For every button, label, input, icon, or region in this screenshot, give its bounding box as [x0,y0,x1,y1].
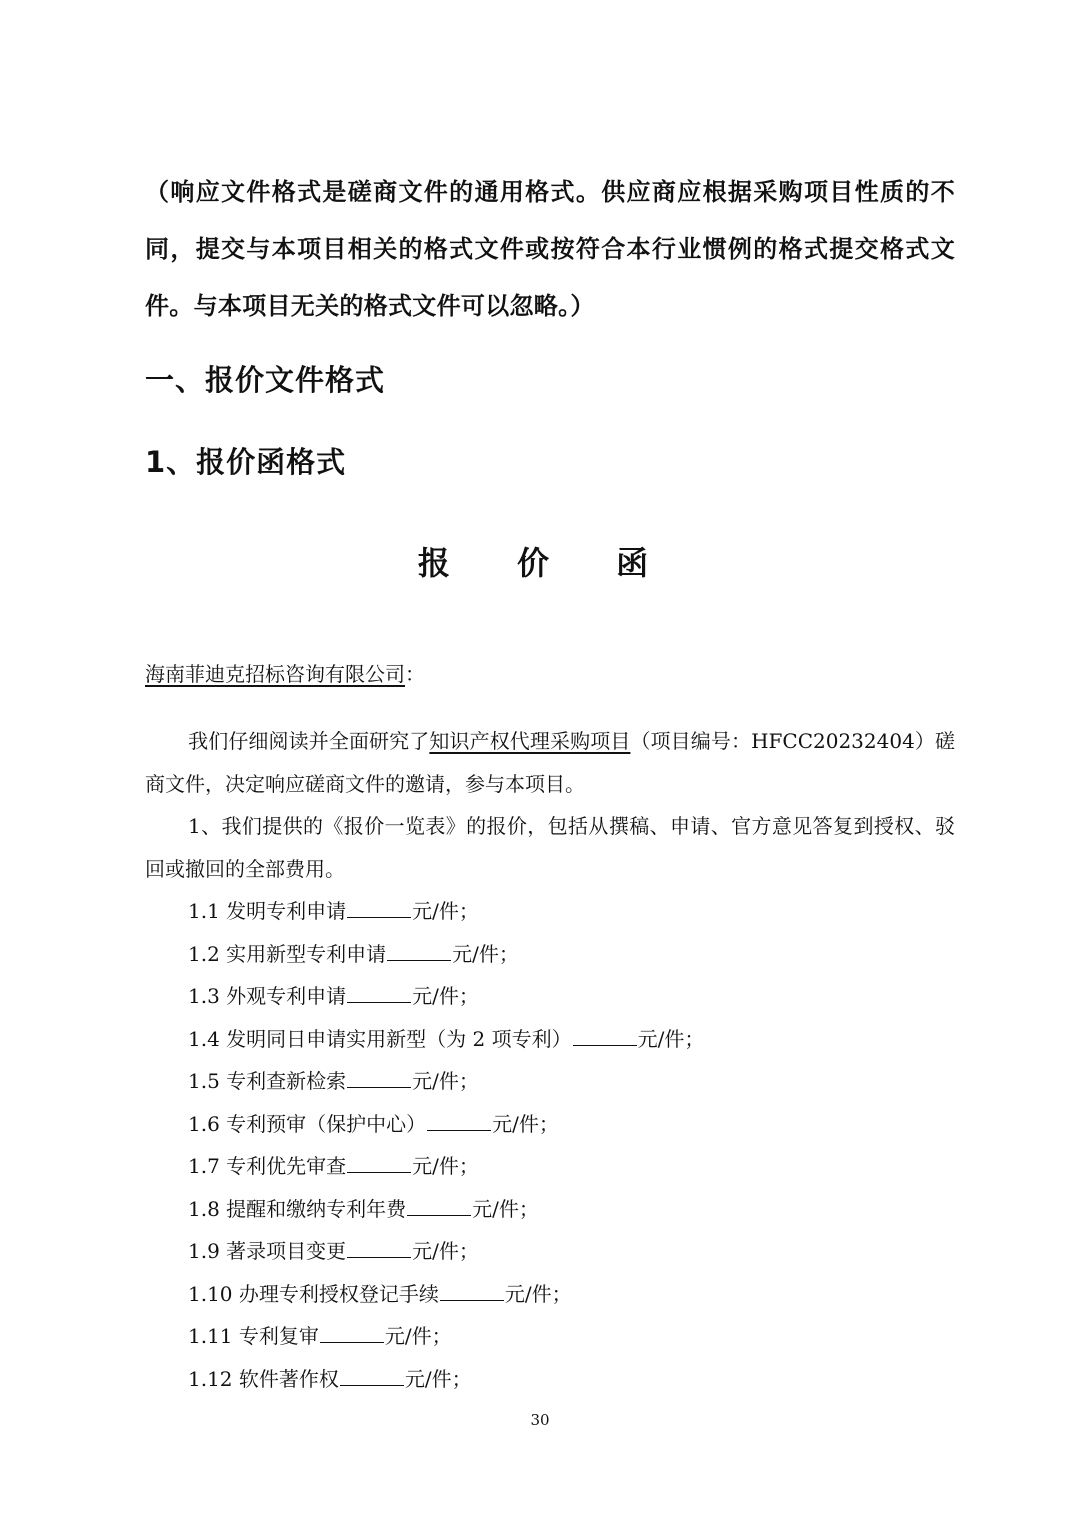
price-item-label: 1.11 专利复审 [188,1324,319,1348]
price-item [188,1273,704,1316]
unit-suffix: 元/件； [384,1324,452,1348]
price-blank [440,1282,504,1301]
price-item-label: 1.10 办理专利授权登记手续 [188,1281,439,1306]
unit-suffix: 元/件； [472,1196,539,1221]
price-item [188,1358,704,1401]
price-item [188,1188,704,1231]
unit-suffix: 元/件； [412,984,479,1008]
price-item [188,890,704,933]
price-item [188,1060,704,1103]
unit-suffix: 元/件； [404,1366,472,1391]
price-item-label: 1.7 专利优先审查 [188,1154,347,1178]
price-item-label: 1.9 著录项目变更 [188,1239,347,1263]
price-item-label: 1.4 发明同日申请实用新型（为 2 项专利） [188,1026,572,1051]
price-blank [340,1367,404,1386]
price-blank [573,1027,637,1046]
price-item [188,1315,704,1358]
price-item-label: 1.8 提醒和缴纳专利年费 [188,1196,407,1221]
price-blank [347,1154,411,1173]
price-item-label: 1.5 专利查新检索 [188,1069,347,1093]
unit-suffix: 元/件； [504,1281,572,1306]
price-blank [427,1112,491,1131]
price-item-label: 1.1 发明专利申请 [188,899,347,923]
addressee-name: 海南菲迪克招标咨询有限公司 [145,662,405,686]
price-item-list [188,890,704,1400]
addressee-suffix: ： [405,662,425,686]
price-blank [347,984,411,1003]
price-blank [347,1239,411,1258]
price-item-label: 1.6 专利预审（保护中心） [188,1111,427,1136]
intro-paragraph [145,720,955,806]
section-heading: 一、报价文件格式 [145,363,386,397]
unit-suffix: 元/件； [412,1069,479,1093]
unit-suffix: 元/件； [412,899,479,923]
price-blank [407,1197,471,1216]
unit-suffix: 元/件； [412,1154,479,1178]
page-number: 30 [530,1411,550,1429]
fee-scope-paragraph [145,805,955,891]
price-item [188,933,704,976]
subsection-heading: 1、报价函格式 [145,445,347,479]
document-title: 报 价 函 [417,544,677,582]
unit-suffix: 元/件； [412,1239,479,1263]
price-blank [347,899,411,918]
price-blank [320,1324,384,1343]
format-note: （响应文件格式是磋商文件的通用格式。供应商应根据采购项目性质的不同，提交与本项目相关的格式文件或按符合本行业惯例的格式提交格式文件。与本项目无关的格式文件可以忽略。） [145,178,955,320]
price-item [188,1230,704,1273]
unit-suffix: 元/件； [452,941,519,966]
price-item [188,975,704,1018]
price-blank [387,942,451,961]
price-item [188,1018,704,1061]
price-item-label: 1.3 外观专利申请 [188,984,347,1008]
price-item-label: 1.12 软件著作权 [188,1366,339,1391]
intro-after: （项目编号：HFCC20232404）磋商文件，决定响应磋商文件的邀请，参与本项目。 [145,729,956,796]
intro-before: 我们仔细阅读并全面研究了 [188,729,430,753]
unit-suffix: 元/件； [637,1026,705,1051]
price-item-label: 1.2 实用新型专利申请 [188,941,387,966]
price-blank [347,1069,411,1088]
price-item [188,1103,704,1146]
fee-scope-text: 1、我们提供的《报价一览表》的报价，包括从撰稿、申请、官方意见答复到授权、驳回或撤回的全部费用。 [145,814,955,881]
project-name: 知识产权代理采购项目 [429,729,631,753]
unit-suffix: 元/件； [492,1111,559,1136]
price-item [188,1145,704,1188]
addressee [145,658,425,690]
